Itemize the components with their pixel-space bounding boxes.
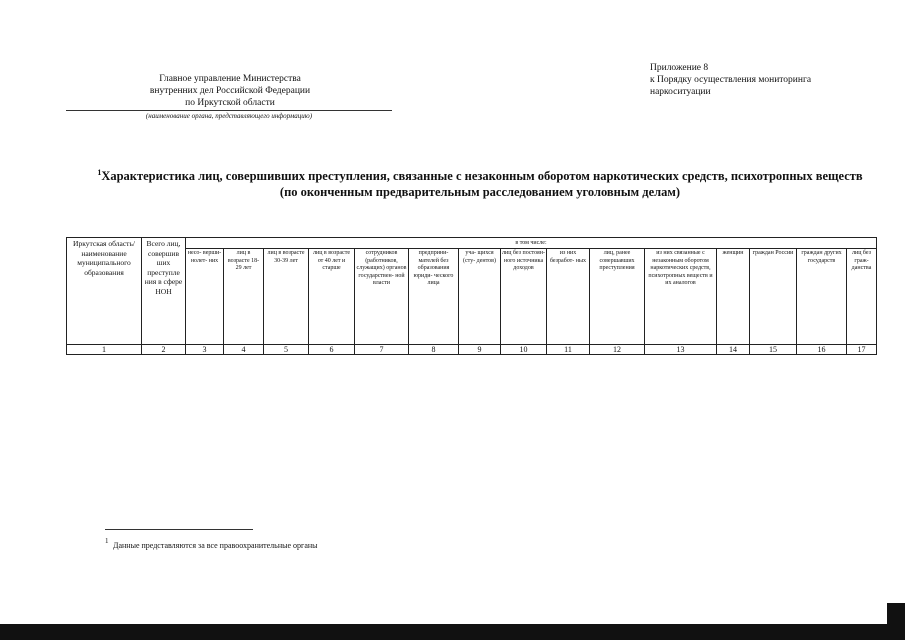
footnote-mark: 1 <box>105 537 109 545</box>
header-age-30-39: лиц в возрасте 30-39 лет <box>264 249 309 345</box>
header-age-40-plus: лиц в возрасте от 40 лет и старше <box>309 249 355 345</box>
column-number: 11 <box>547 345 590 355</box>
header-no-income: лиц без постоян- ного источника доходов <box>501 249 547 345</box>
header-minors: несо- верши- нолет- них <box>186 249 224 345</box>
column-number: 12 <box>590 345 645 355</box>
appendix-line-1: Приложение 8 <box>650 63 709 73</box>
organization-name <box>120 73 340 109</box>
organization-underline <box>66 110 392 111</box>
title-line-2: (по оконченным предварительным расследованием уголовным делам) <box>279 185 681 200</box>
organization-line-1: Главное управление Министерства <box>159 74 301 84</box>
column-number: 16 <box>797 345 847 355</box>
column-number: 2 <box>142 345 186 355</box>
header-unemployed: из них безработ- ных <box>547 249 590 345</box>
organization-line-3: по Иркутской области <box>185 98 275 108</box>
scan-edge-right <box>887 603 905 640</box>
column-number: 3 <box>186 345 224 355</box>
header-foreign-citizens: граждан других государств <box>797 249 847 345</box>
header-women: женщин <box>717 249 750 345</box>
scan-edge-bottom <box>0 624 905 640</box>
document-title <box>80 165 880 200</box>
header-students: уча- щихся (сту- дентов) <box>459 249 501 345</box>
column-number: 10 <box>501 345 547 355</box>
organization-line-2: внутренних дел Российской Федерации <box>149 86 311 96</box>
appendix-reference <box>650 62 811 98</box>
header-drug-related-repeat: из них связанные с незаконным оборотом наркотических средств, психотропных веществ и их аналогов <box>645 249 717 345</box>
column-number: 5 <box>264 345 309 355</box>
header-age-18-29: лиц в возрасте 18-29 лет <box>224 249 264 345</box>
header-row-sub <box>67 249 877 345</box>
title-line-1 <box>80 165 880 184</box>
title-text-1: Характеристика лиц, совершивших преступления, связанные с незаконным оборотом наркотических средств, психотропных веществ <box>101 169 863 184</box>
header-entrepreneurs: предприни- мателей без образования юриди- ческого лица <box>409 249 459 345</box>
header-total: Всего лиц, совершив ших преступле ния в сфере НОН <box>142 238 186 345</box>
column-number: 14 <box>717 345 750 355</box>
header-row-top <box>67 238 877 249</box>
column-number: 1 <box>67 345 142 355</box>
column-number: 6 <box>309 345 355 355</box>
organization-caption: (наименование органа, представляющего информацию) <box>145 112 313 120</box>
header-including: в том числе: <box>186 238 877 249</box>
header-russian-citizens: граждан России <box>750 249 797 345</box>
appendix-line-3: наркоситуации <box>650 87 711 97</box>
column-number-row <box>67 345 877 355</box>
footnote-text: Данные представляются за все правоохранительные органы <box>113 541 318 550</box>
appendix-line-2: к Порядку осуществления мониторинга <box>650 75 812 85</box>
header-region: Иркутская область/ наименование муниципального образования <box>67 238 142 345</box>
column-number: 13 <box>645 345 717 355</box>
column-number: 15 <box>750 345 797 355</box>
header-stateless: лиц без граж- данства <box>847 249 877 345</box>
column-number: 4 <box>224 345 264 355</box>
statistics-table <box>66 237 877 355</box>
header-repeat-offenders: лиц, ранее совершавших преступления <box>590 249 645 345</box>
column-number: 9 <box>459 345 501 355</box>
footnote-separator <box>105 529 253 530</box>
header-state-employees: сотрудников (работников, служащих) органов государствен- ной власти <box>355 249 409 345</box>
column-number: 8 <box>409 345 459 355</box>
column-number: 17 <box>847 345 877 355</box>
title-footnote-mark: 1 <box>97 168 102 177</box>
column-number: 7 <box>355 345 409 355</box>
